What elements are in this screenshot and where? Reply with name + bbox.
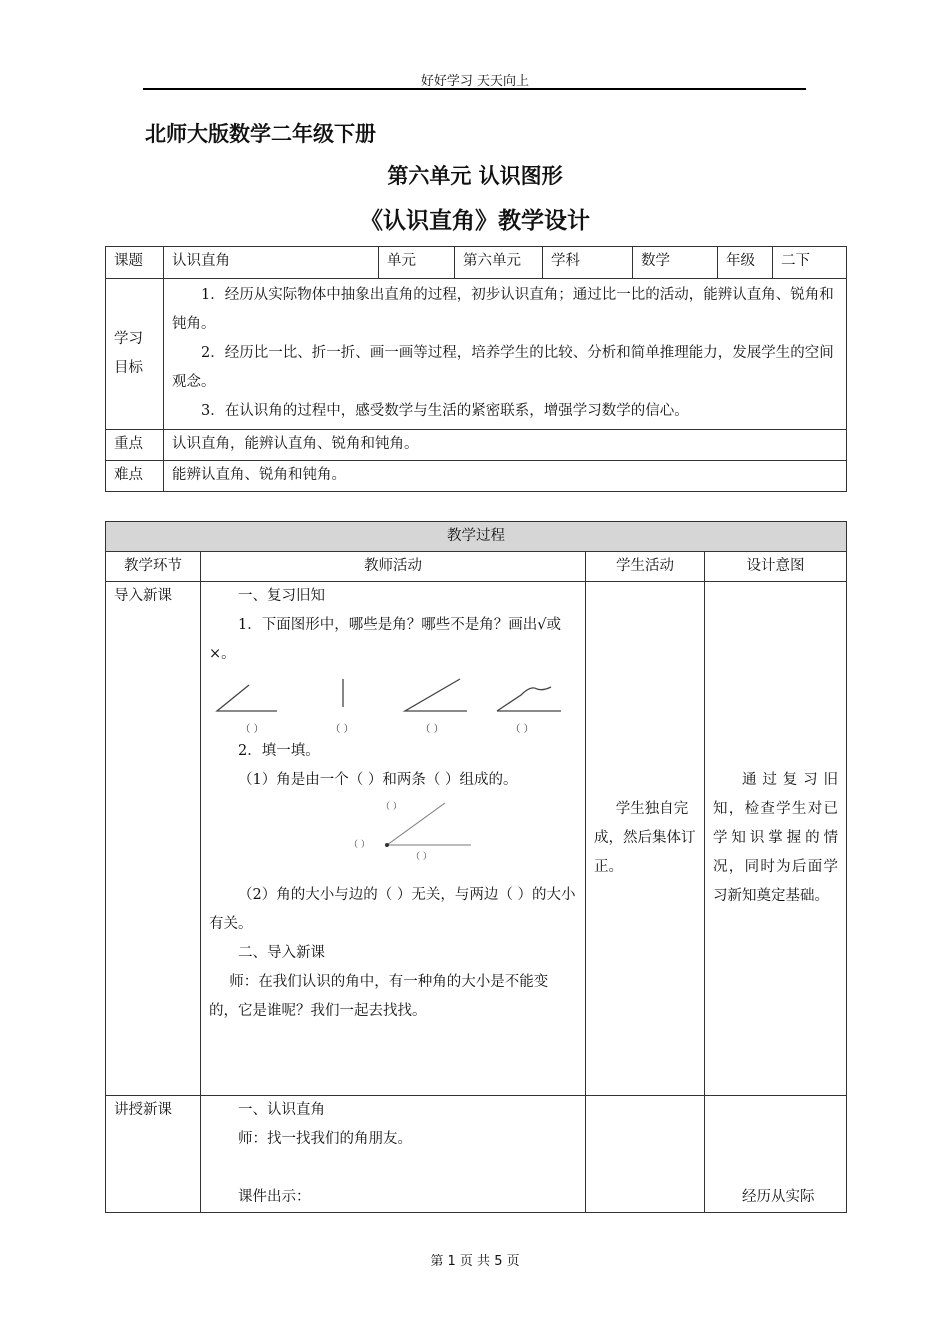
answer-paren: （ ）	[420, 724, 444, 735]
figure-answer-row	[207, 723, 567, 737]
grade-value: 二下	[773, 247, 847, 279]
goals-label: 学习目标	[106, 279, 164, 430]
goal-item: 3．在认识角的过程中，感受数学与生活的紧密联系，增强学习数学的信心。	[201, 403, 689, 419]
stage-intro: 导入新课	[106, 582, 201, 1096]
question-1: 1．下面图形中，哪些是角？哪些不是角？画出√或×。	[209, 617, 561, 662]
answer-paren: （ ）	[240, 724, 264, 735]
teacher-activity-intro	[201, 582, 586, 1096]
angle-vertex	[385, 843, 389, 847]
diagram-paren-vertex: （ ）	[349, 840, 370, 850]
unit-label: 单元	[379, 247, 455, 279]
unit-title: 第六单元 认识图形	[387, 164, 563, 188]
question-2: 2．填一填。	[238, 743, 320, 759]
col-header-student: 学生活动	[586, 552, 705, 582]
design-intent-intro: 通过复习旧知，检查学生对已学知识掌握的情况，同时为后面学习新知奠定基础。	[705, 582, 847, 1096]
figure-angle-1	[217, 685, 277, 711]
review-title: 一、复习旧知	[238, 588, 325, 604]
subject-label: 学科	[543, 247, 633, 279]
process-title: 教学过程	[106, 522, 847, 552]
intro-text: 师：在我们认识的角中，有一种角的大小是不能变的，它是谁呢？我们一起去找找。	[209, 974, 549, 1019]
figure-angle-3	[405, 679, 467, 711]
diagram-paren-side: （ ）	[381, 802, 402, 812]
new-lesson-line-3: 课件出示：	[238, 1189, 311, 1205]
design-intent-new: 经历从实际	[705, 1096, 847, 1213]
student-activity-new	[586, 1096, 705, 1213]
col-header-stage: 教学环节	[106, 552, 201, 582]
key-point-value: 认识直角，能辨认直角、锐角和钝角。	[164, 430, 847, 461]
student-activity-intro: 学生独自完成，然后集体订正。	[586, 582, 705, 1096]
topic-label: 课题	[106, 247, 164, 279]
goals-cell	[164, 279, 847, 430]
answer-paren: （ ）	[330, 724, 354, 735]
key-point-label: 重点	[106, 430, 164, 461]
new-lesson-line-2: 师：找一找我们的角朋友。	[238, 1131, 412, 1147]
difficulty-value: 能辨认直角、锐角和钝角。	[164, 461, 847, 492]
question-2-1: （1）角是由一个（ ）和两条（ ）组成的。	[238, 772, 518, 788]
answer-paren: （ ）	[510, 724, 534, 735]
goal-item: 2．经历比一比、折一折、画一画等过程，培养学生的比较、分析和简单推理能力，发展学生的空间观念。	[172, 345, 834, 390]
lesson-info-table	[105, 246, 847, 492]
angle-parts-diagram	[209, 795, 577, 881]
new-lesson-line-1: 一、认识直角	[238, 1102, 325, 1118]
lesson-title: 《认识直角》教学设计	[360, 208, 590, 234]
col-header-intent: 设计意图	[705, 552, 847, 582]
difficulty-label: 难点	[106, 461, 164, 492]
page-number: 第 1 页 共 5 页	[430, 1254, 520, 1269]
grade-label: 年级	[718, 247, 773, 279]
header-divider	[143, 88, 806, 90]
book-title: 北师大版数学二年级下册	[145, 122, 376, 146]
goal-item: 1．经历从实际物体中抽象出直角的过程，初步认识直角；通过比一比的活动，能辨认直角、锐角和钝角。	[172, 287, 834, 332]
angle-figures	[209, 671, 574, 723]
diagram-paren-base: （ ）	[411, 852, 432, 862]
teacher-activity-new	[201, 1096, 586, 1213]
figure-curve-4	[497, 687, 551, 711]
col-header-teacher: 教师活动	[201, 552, 586, 582]
page-header-slogan: 好好学习 天天向上	[420, 74, 530, 89]
topic-value: 认识直角	[164, 247, 379, 279]
question-2-2: （2）角的大小与边的（ ）无关，与两边（ ）的大小有关。	[209, 887, 576, 932]
teaching-process-table	[105, 521, 847, 1213]
intro-title: 二、导入新课	[238, 945, 325, 961]
subject-value: 数学	[633, 247, 718, 279]
unit-value: 第六单元	[455, 247, 543, 279]
stage-new-lesson: 讲授新课	[106, 1096, 201, 1213]
